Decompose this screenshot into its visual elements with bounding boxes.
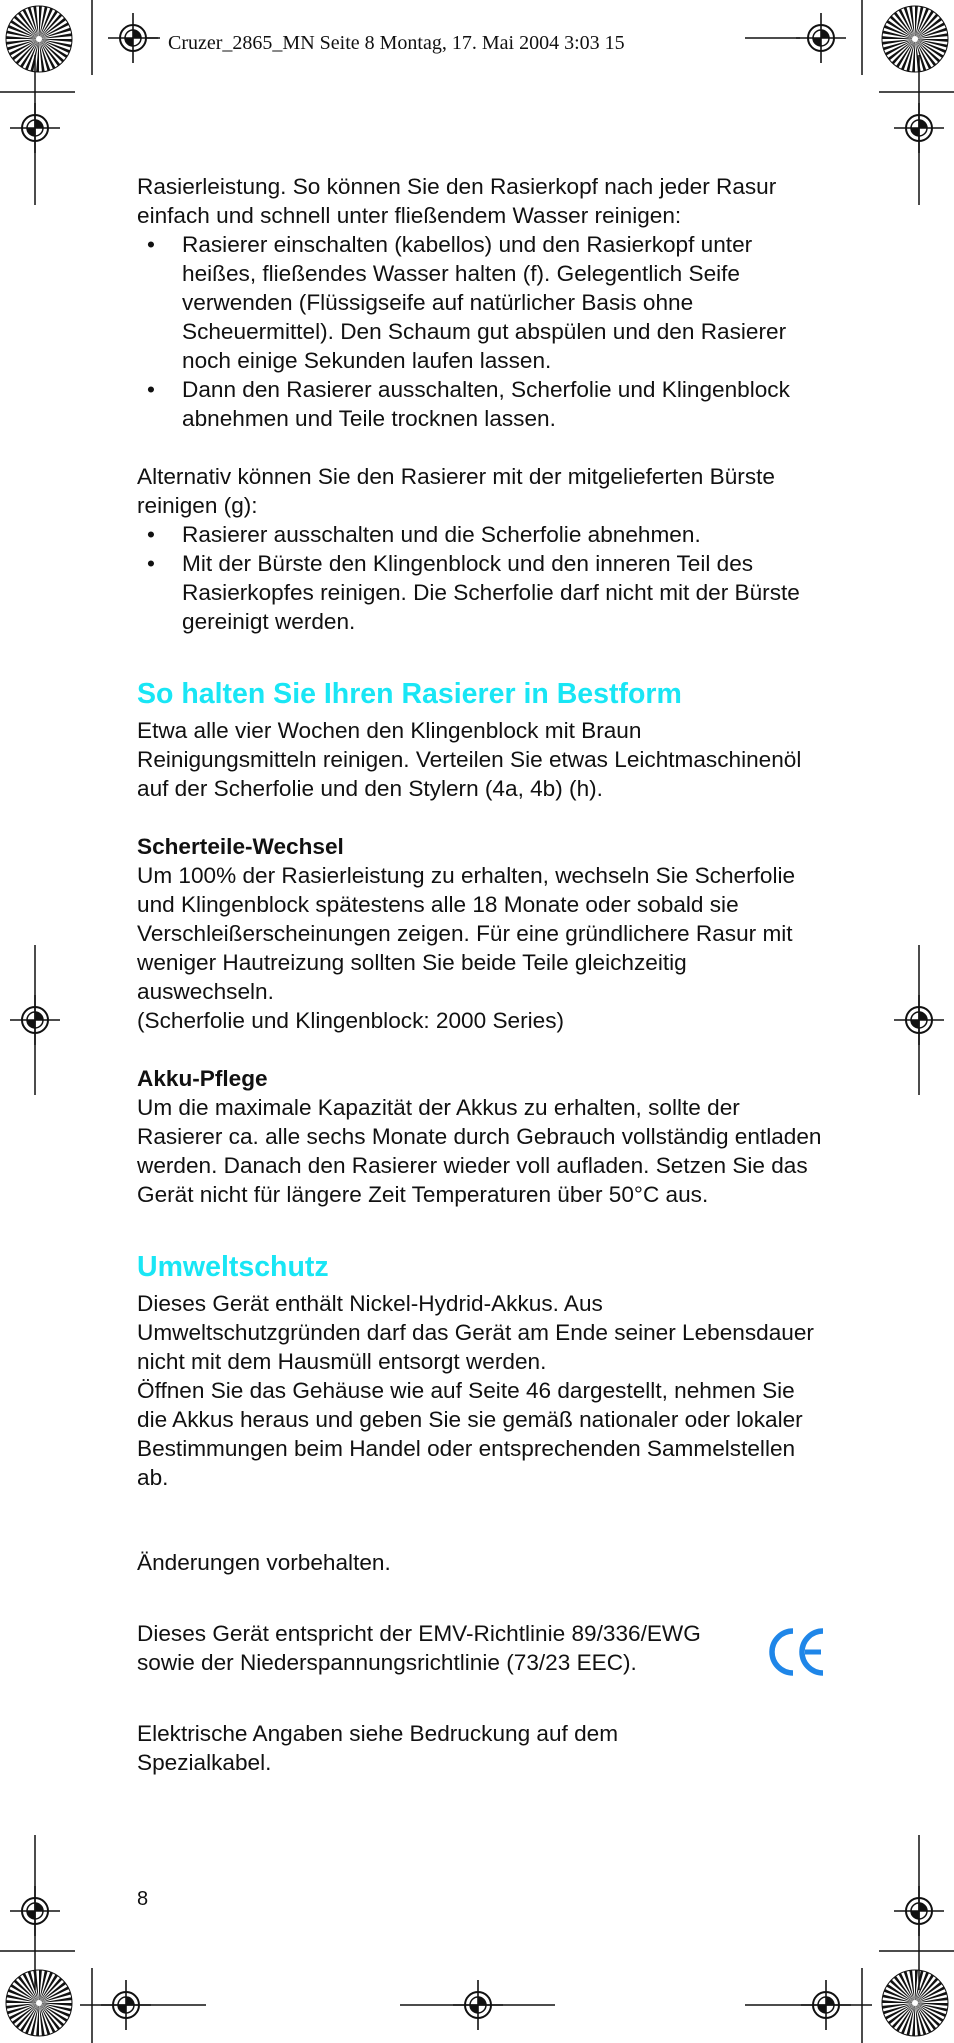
umwelt-paragraph-1: Dieses Gerät enthält Nickel-Hydrid-Akkus. Aus Umweltschutzgründen darf das Gerät am Ende seiner Lebensdauer nicht mit dem Hausmüll entsorgt werden. bbox=[137, 1291, 814, 1374]
registration-target-left-top bbox=[10, 103, 60, 153]
registration-target-right-mid bbox=[894, 995, 944, 1045]
scherteile-note: (Scherfolie und Klingenblock: 2000 Series) bbox=[137, 1008, 565, 1033]
ce-mark-icon bbox=[769, 1627, 827, 1677]
umwelt-paragraph-2: Öffnen Sie das Gehäuse wie auf Seite 46 dargestellt, nehmen Sie die Akkus heraus und geben Sie sie gemäß nationaler oder lokaler Bestimmungen beim Handel oder entsprechenden Sammelstellen ab. bbox=[137, 1378, 803, 1490]
registration-target-bottom-1 bbox=[101, 1980, 151, 2030]
registration-target-left-bottom bbox=[10, 1886, 60, 1936]
subheading-akku: Akku-Pflege bbox=[137, 1066, 268, 1091]
changes-note: Änderungen vorbehalten. bbox=[137, 1550, 391, 1575]
list-item: • Dann den Rasierer ausschalten, Scherfolie und Klingenblock abnehmen und Teile trocknen lassen. bbox=[137, 375, 827, 433]
bestform-paragraph: Etwa alle vier Wochen den Klingenblock mit Braun Reinigungsmitteln reinigen. Verteilen Sie etwas Leichtmaschinenöl auf der Scherfolie und den Stylern (4a, 4b) (h). bbox=[137, 718, 802, 801]
registration-target-top-2 bbox=[796, 13, 846, 63]
emv-paragraph: Dieses Gerät entspricht der EMV-Richtlinie 89/336/EWG sowie der Niederspannungsrichtlinie (73/23 EEC). bbox=[137, 1621, 701, 1675]
akku-paragraph: Um die maximale Kapazität der Akkus zu erhalten, sollte der Rasierer ca. alle sechs Monate durch Gebrauch vollständig entladen werden. Danach den Rasierer wieder voll aufladen. Setzen Sie das Gerät nicht für längere Zeit Temperaturen über 50°C aus. bbox=[137, 1095, 822, 1207]
cleaning-steps-brush bbox=[137, 520, 827, 636]
scherteile-paragraph: Um 100% der Rasierleistung zu erhalten, wechseln Sie Scherfolie und Klingenblock spätestens alle 18 Monate oder sobald sie Verschleißerscheinungen zeigen. Für eine gründlichere Rasur mit weniger Hautreizung sollten Sie beide Teile gleichzeitig auswechseln. bbox=[137, 863, 796, 1004]
registration-target-right-top bbox=[894, 103, 944, 153]
registration-target-bottom-3 bbox=[801, 1980, 851, 2030]
list-item: • Rasierer ausschalten und die Scherfolie abnehmen. bbox=[137, 520, 827, 549]
registration-target-top-1 bbox=[108, 13, 158, 63]
section-heading-umweltschutz: Umweltschutz bbox=[137, 1251, 329, 1283]
list-item: • Rasierer einschalten (kabellos) und den Rasierkopf unter heißes, fließendes Wasser halten (f). Gelegentlich Seife verwenden (Flüssigseife auf natürlicher Basis ohne Scheuermittel). Den Schaum gut abspülen und den Rasierer noch einige Sekunden laufen lassen. bbox=[137, 230, 827, 375]
registration-target-right-bottom bbox=[894, 1886, 944, 1936]
registration-target-bottom-2 bbox=[453, 1980, 503, 2030]
page-content bbox=[137, 172, 827, 1777]
electrical-note: Elektrische Angaben siehe Bedruckung auf dem Spezialkabel. bbox=[137, 1721, 619, 1775]
cleaning-steps-water bbox=[137, 230, 827, 433]
registration-target-left-mid bbox=[10, 995, 60, 1045]
emv-compliance-block bbox=[137, 1619, 827, 1677]
intro-paragraph: Rasierleistung. So können Sie den Rasierkopf nach jeder Rasur einfach und schnell unter fließendem Wasser reinigen: bbox=[137, 174, 777, 228]
section-heading-bestform: So halten Sie Ihren Rasierer in Bestform bbox=[137, 678, 682, 710]
list-item: • Mit der Bürste den Klingenblock und den inneren Teil des Rasierkopfes reinigen. Die Scherfolie darf nicht mit der Bürste gereinigt werden. bbox=[137, 549, 827, 636]
print-slug-line: Cruzer_2865_MN Seite 8 Montag, 17. Mai 2004 3:03 15 bbox=[168, 32, 625, 54]
subheading-scherteile: Scherteile-Wechsel bbox=[137, 834, 344, 859]
page-number: 8 bbox=[137, 1888, 149, 1910]
brush-cleaning-intro: Alternativ können Sie den Rasierer mit der mitgelieferten Bürste reinigen (g): bbox=[137, 464, 775, 518]
